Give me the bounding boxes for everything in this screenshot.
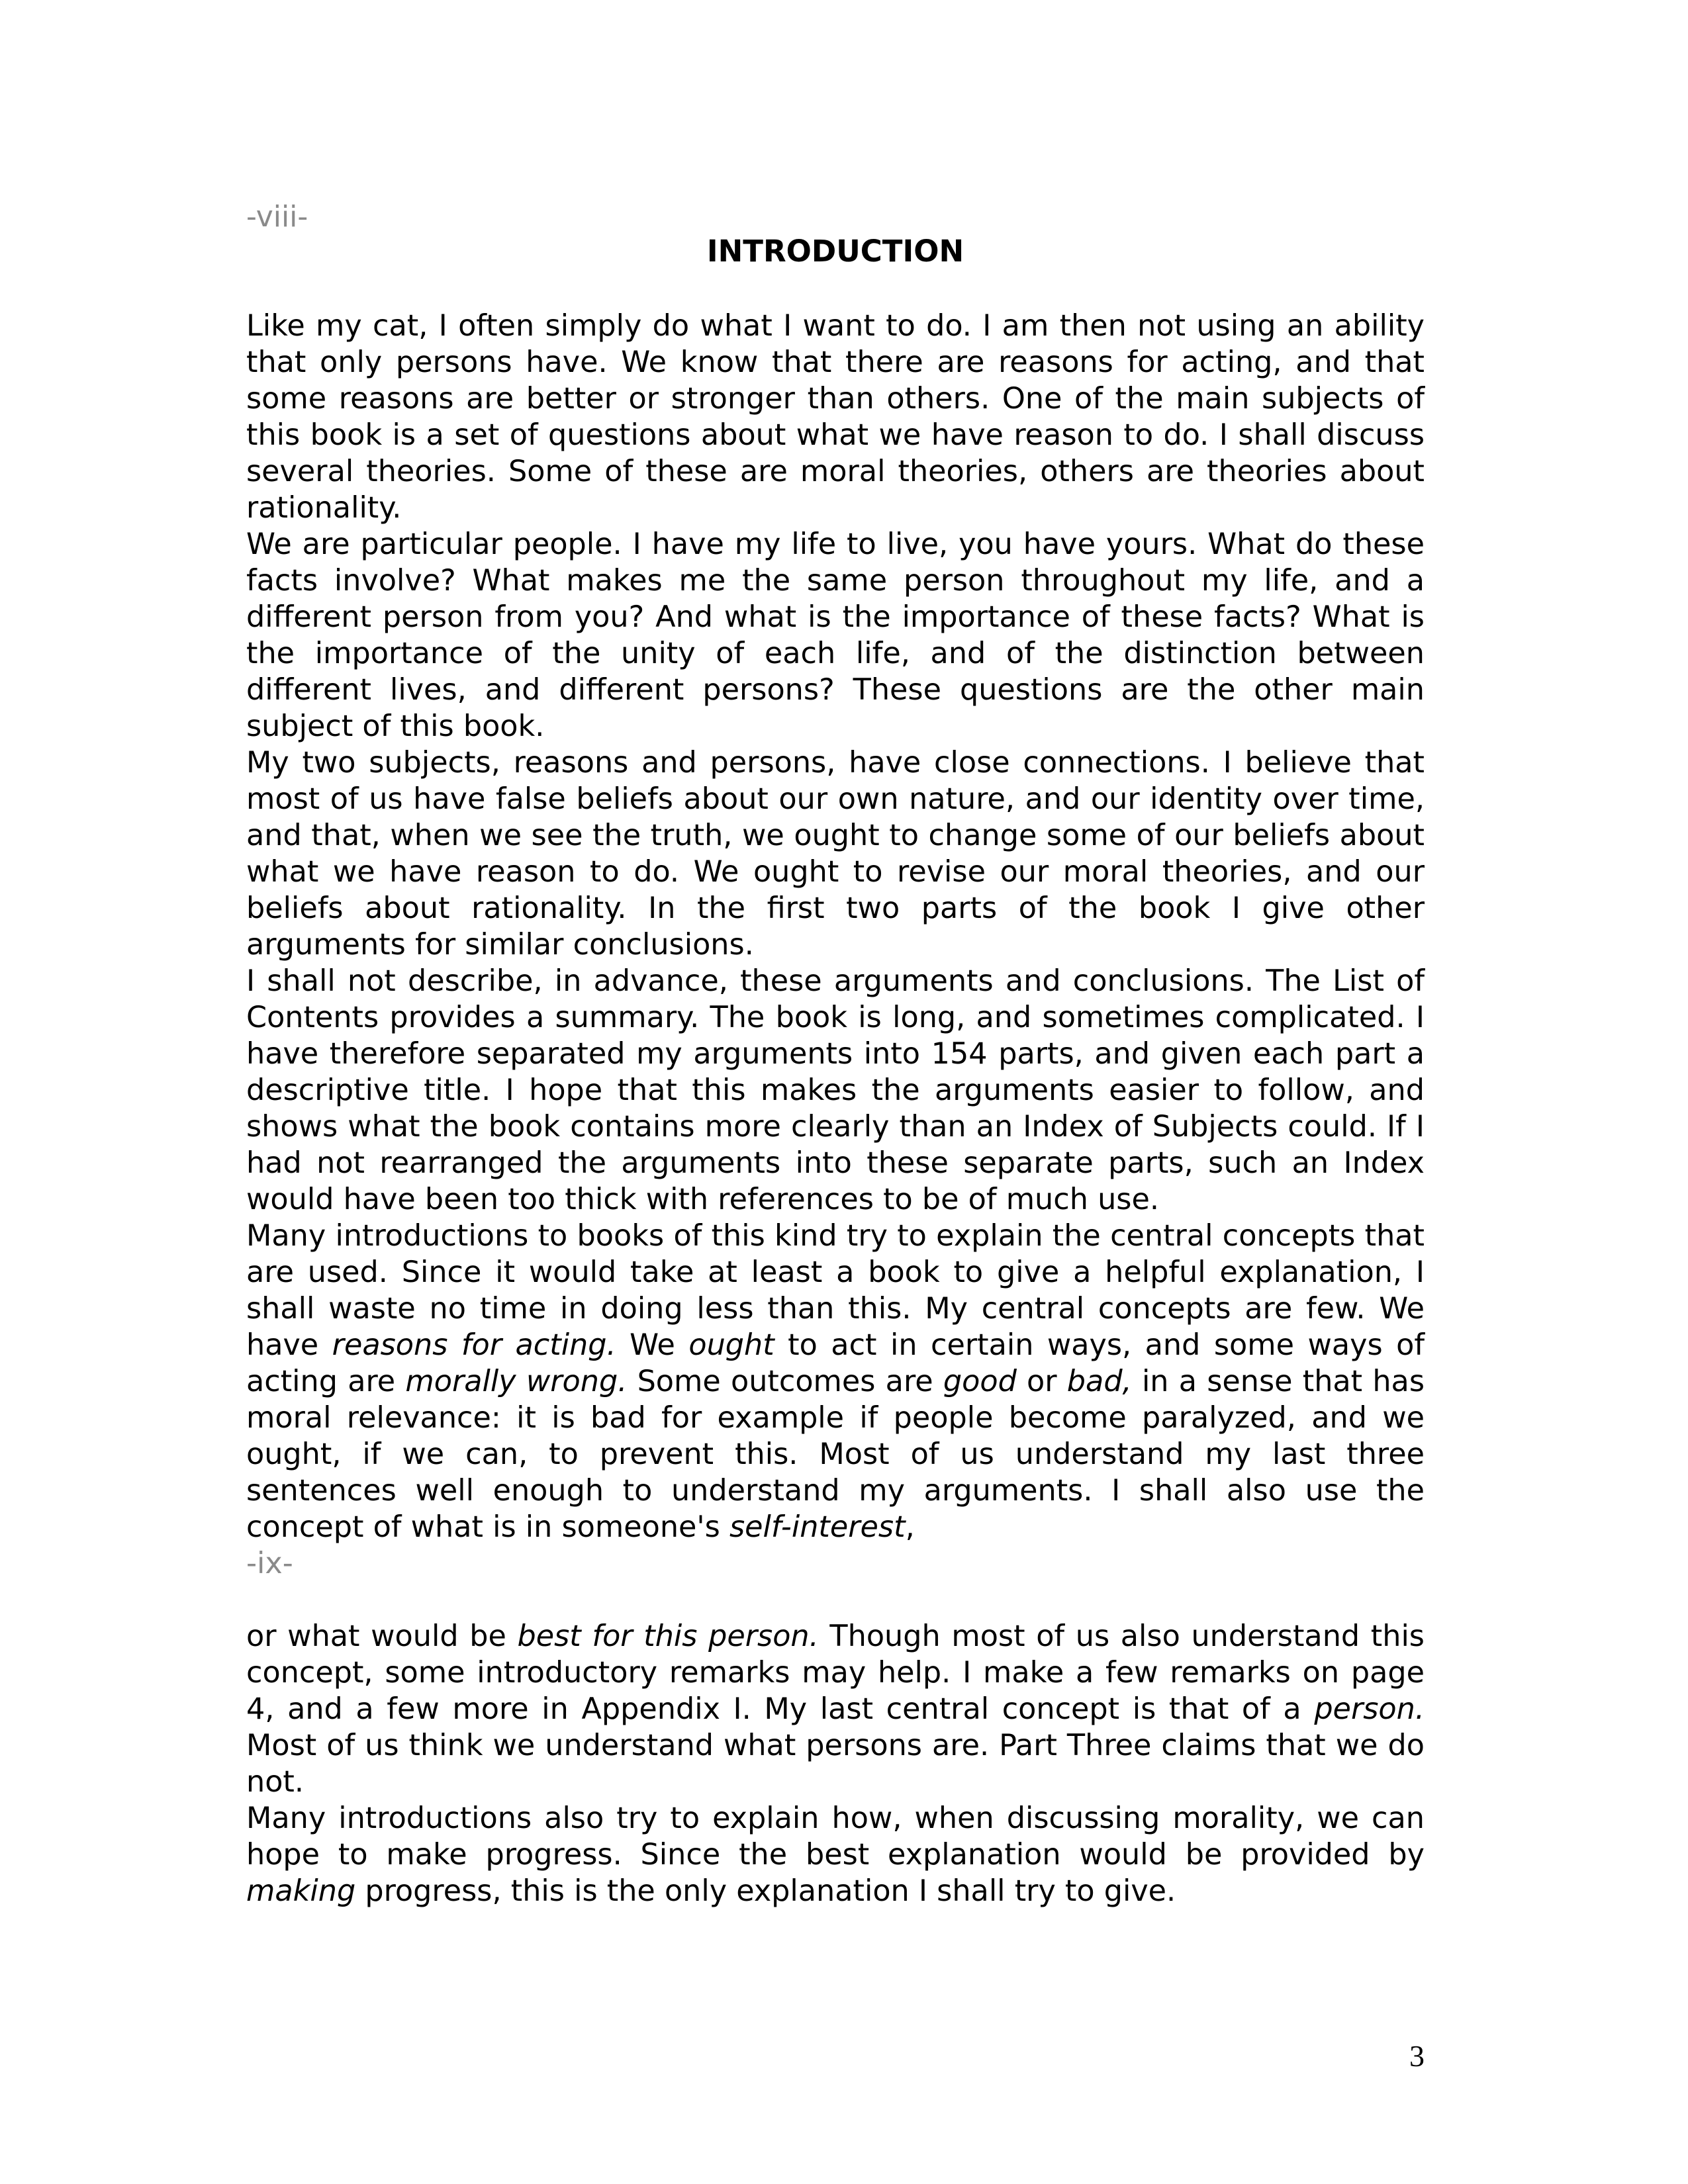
text-run: or (1016, 1365, 1067, 1398)
emphasis-ought: ought (688, 1328, 774, 1362)
paragraph-2: We are particular people. I have my life to live, you have yours. What do these facts involve? What makes me the same person throughout my life, and a different person from you? And what is the importance of these facts? What is the importance of the unity of each life, and of the distinction between different lives, and different persons? These questions are the other main subject of this book. (246, 527, 1425, 743)
emphasis-making: making (246, 1874, 356, 1908)
text-run: Some outcomes are (627, 1365, 943, 1398)
text-run: Though most of us also understand this concept, some introductory remarks may help. I make a few remarks on page 4, and a few more in Appendix I. My last central concept is that of a (246, 1619, 1425, 1726)
paragraph-6 (246, 1800, 1425, 1909)
text-run: Most of us think we understand what persons are. Part Three claims that we do not. (246, 1729, 1425, 1799)
paragraph-5-part-1 (246, 1218, 1425, 1545)
text-run: Many introductions also try to explain how, when discussing morality, we can hope to make progress. Since the best explanation would be provided by (246, 1801, 1425, 1872)
body-text-continued (246, 1618, 1425, 1909)
emphasis-person: person. (1314, 1692, 1425, 1726)
body-text-main (246, 308, 1425, 1582)
text-run: progress, this is the only explanation I shall try to give. (355, 1874, 1176, 1908)
text-run: in a sense that has moral relevance: it is bad for example if people become paralyzed, and we ought, if we can, to prevent this. Most of us understand my last three sentences well enough to understand my arguments. I shall also use the concept of what is in someone's (246, 1365, 1425, 1544)
text-run: We (616, 1328, 689, 1362)
paragraph-5-part-2 (246, 1618, 1425, 1800)
paragraph-4: I shall not describe, in advance, these arguments and conclusions. The List of Contents provides a summary. The book is long, and sometimes complicated. I have therefore separated my arguments into 154 parts, and given each part a descriptive title. I hope that this makes the arguments easier to follow, and shows what the book contains more clearly than an Index of Subjects could. If I had not rearranged the arguments into these separate parts, such an Index would have been too thick with references to be of much use. (246, 964, 1425, 1216)
emphasis-reasons-for-acting: reasons for acting. (332, 1328, 616, 1362)
text-run: , (905, 1510, 915, 1544)
emphasis-self-interest: self-interest (729, 1510, 906, 1544)
page-number: 3 (1409, 2039, 1425, 2073)
emphasis-morally-wrong: morally wrong. (405, 1365, 628, 1398)
page-marker-viii: -viii- (246, 200, 308, 234)
chapter-heading: INTRODUCTION (706, 234, 964, 269)
text-run: to act in certain ways, and some ways of acting are (246, 1328, 1425, 1398)
paragraph-1: Like my cat, I often simply do what I want to do. I am then not using an ability that only persons have. We know that there are reasons for acting, and that some reasons are better or stronger than others. One of the main subjects of this book is a set of questions about what we have reason to do. I shall discuss several theories. Some of these are moral theories, others are theories about rationality. (246, 309, 1425, 525)
text-run: or what would be (246, 1619, 518, 1653)
emphasis-best-for-this-person: best for this person. (517, 1619, 819, 1653)
paragraph-3: My two subjects, reasons and persons, have close connections. I believe that most of us have false beliefs about our own nature, and our identity over time, and that, when we see the truth, we ought to change some of our beliefs about what we have reason to do. We ought to revise our moral theories, and our beliefs about rationality. In the first two parts of the book I give other arguments for similar conclusions. (246, 746, 1425, 962)
page-marker-ix: -ix- (246, 1547, 293, 1580)
emphasis-good: good (943, 1365, 1017, 1398)
text-run: Many introductions to books of this kind try to explain the central concepts that are used. Since it would take at least a book to give a helpful explanation, I shall waste no time in doing less than this. My central concepts are few. We have (246, 1219, 1425, 1362)
emphasis-bad: bad, (1066, 1365, 1132, 1398)
